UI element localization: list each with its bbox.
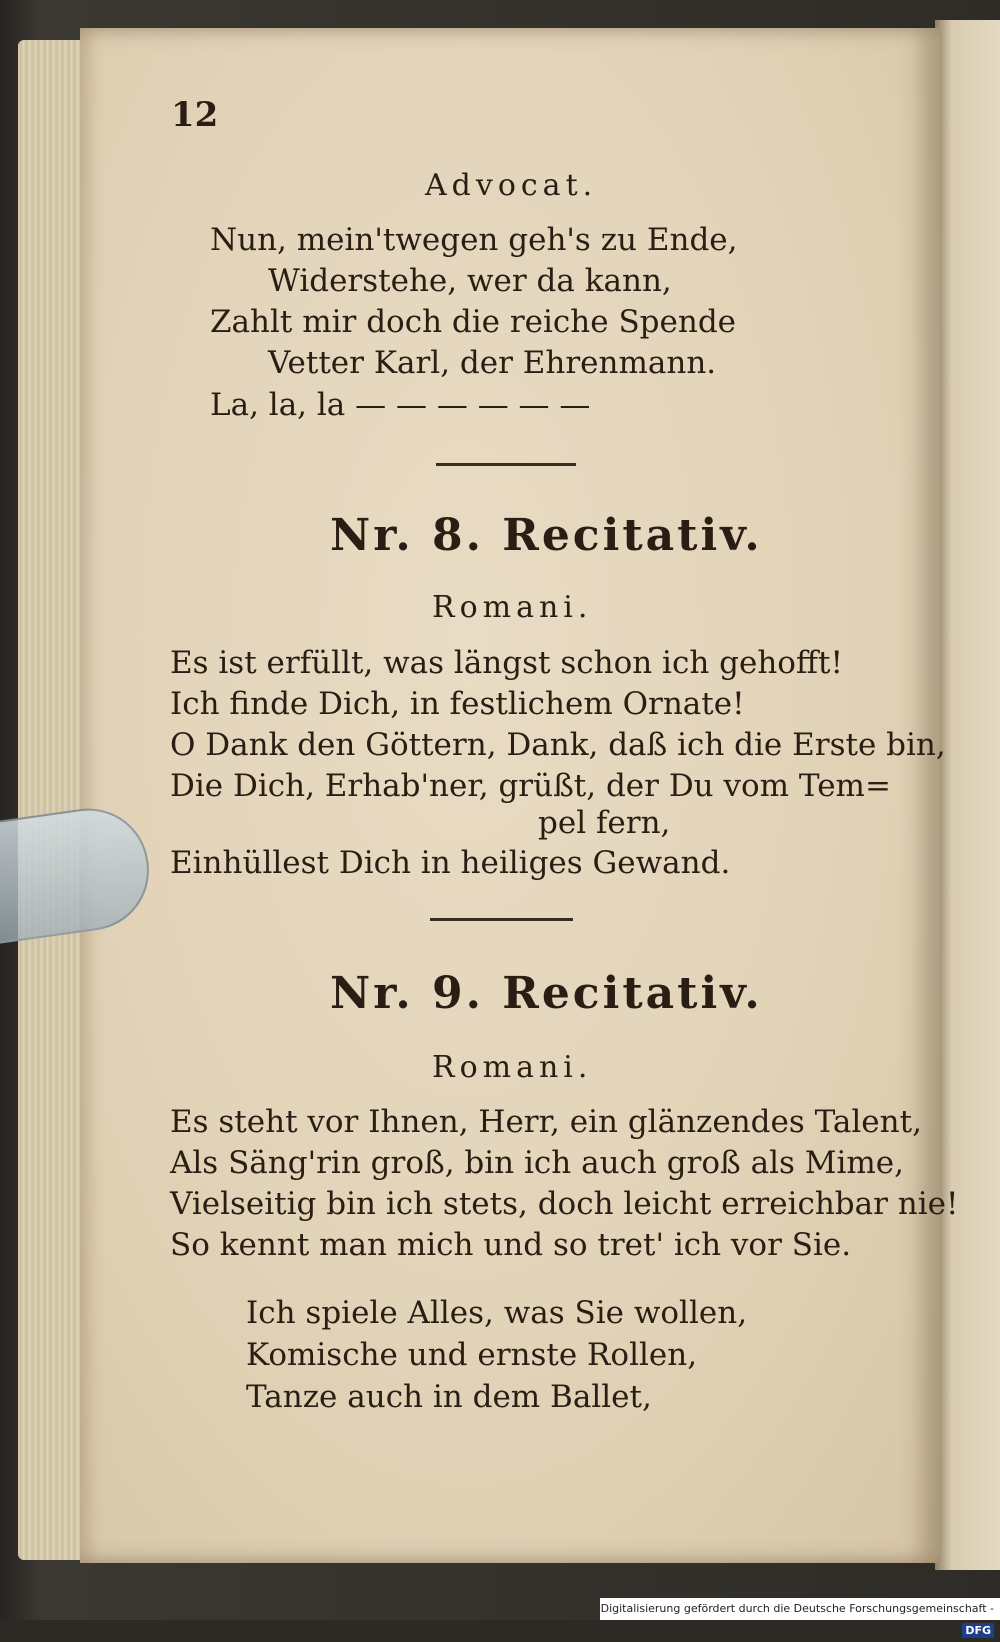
speaker-romani: Romani. <box>432 1050 593 1085</box>
verse-line: Als Säng'rin groß, bin ich auch groß als Mime, <box>170 1145 905 1181</box>
verse-line: Vielseitig bin ich stets, doch leicht erreichbar nie! <box>170 1186 959 1222</box>
page-number: 12 <box>171 95 219 135</box>
next-page-edge <box>935 20 1000 1570</box>
verse-line: O Dank den Göttern, Dank, daß ich die Erste bin, <box>170 727 946 763</box>
section-heading-nr8: Nr. 8. Recitativ. <box>330 510 763 561</box>
verse-line: La, la, la — — — — — — <box>210 387 591 423</box>
song-line: Komische und ernste Rollen, <box>246 1337 698 1373</box>
song-line: Ich spiele Alles, was Sie wollen, <box>246 1295 748 1331</box>
speaker-advocat: Advocat. <box>425 168 598 203</box>
song-line: Tanze auch in dem Ballet, <box>246 1379 652 1415</box>
verse-line: Widerstehe, wer da kann, <box>268 263 672 299</box>
verse-line: pel fern, <box>538 805 671 841</box>
section-divider <box>436 463 576 466</box>
verse-line: Nun, mein'twegen geh's zu Ende, <box>210 222 738 258</box>
speaker-romani: Romani. <box>432 590 593 625</box>
dfg-logo: DFG <box>962 1623 994 1638</box>
verse-line: So kennt man mich und so tret' ich vor Sie. <box>170 1227 852 1263</box>
verse-line: Es steht vor Ihnen, Herr, ein glänzendes Talent, <box>170 1104 922 1140</box>
verse-line: Es ist erfüllt, was längst schon ich gehofft! <box>170 645 843 681</box>
footer-text: Digitalisierung gefördert durch die Deutsche Forschungsgemeinschaft - <box>600 1602 994 1615</box>
verse-line: Die Dich, Erhab'ner, grüßt, der Du vom Tem= <box>170 768 891 804</box>
section-divider <box>430 918 573 921</box>
verse-line: Zahlt mir doch die reiche Spende <box>210 304 737 340</box>
verse-line: Einhüllest Dich in heiliges Gewand. <box>170 845 731 881</box>
verse-line: Vetter Karl, der Ehrenmann. <box>268 345 717 381</box>
verse-line: Ich finde Dich, in festlichem Ornate! <box>170 686 745 722</box>
section-heading-nr9: Nr. 9. Recitativ. <box>330 968 763 1019</box>
digitization-footer <box>600 1598 1000 1637</box>
